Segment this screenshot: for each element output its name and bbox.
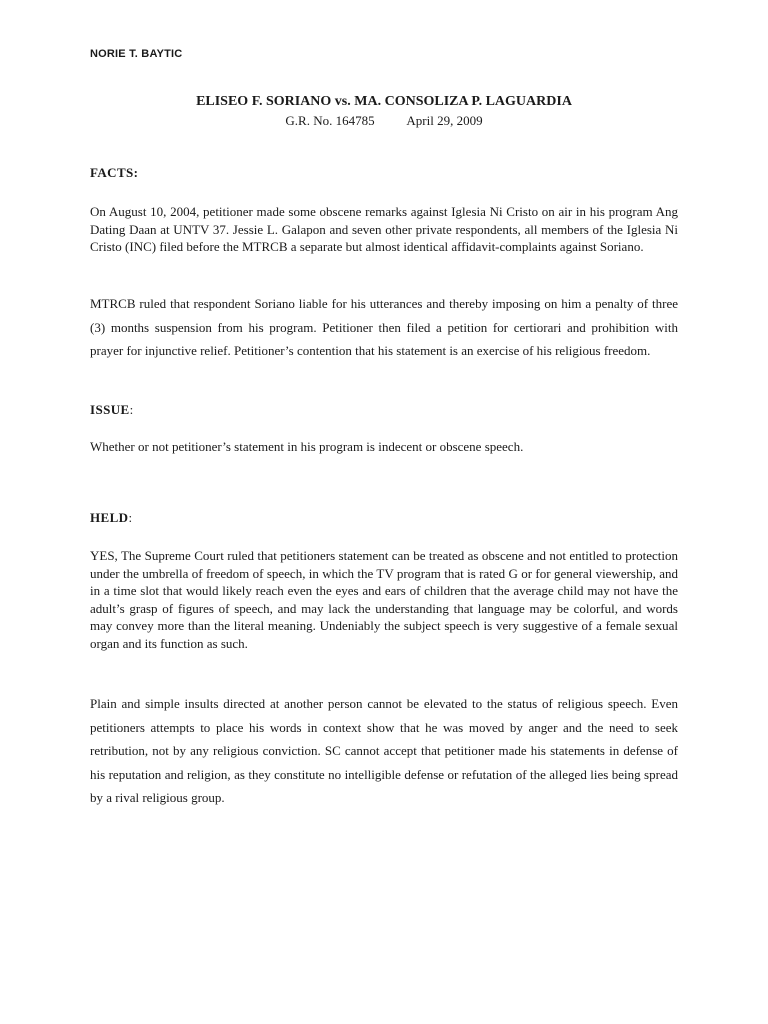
case-title: ELISEO F. SORIANO vs. MA. CONSOLIZA P. LAGUARDIA xyxy=(196,94,572,109)
issue-heading-label: ISSUE xyxy=(90,402,130,417)
held-heading xyxy=(90,510,132,526)
facts-heading: FACTS: xyxy=(90,165,139,180)
issue-heading xyxy=(90,402,134,418)
held-heading-colon: : xyxy=(128,510,133,525)
issue-heading-colon: : xyxy=(129,402,134,417)
held-paragraph-2: Plain and simple insults directed at another person cannot be elevated to the status of religious speech. Even petitioners attempts to place his words in context show that he was moved by anger and the need to seek retribution, not by any religious conviction. SC cannot accept that petitioner made his statements in defense of his reputation and religion, as they constitute no intelligible defense or refutation of the alleged lies being spread by a rival religious group. xyxy=(90,696,678,805)
case-reference: G.R. No. 164785 April 29, 2009 xyxy=(285,113,483,128)
facts-paragraph-1: On August 10, 2004, petitioner made some obscene remarks against Iglesia Ni Cristo on air in his program Ang Dating Daan at UNTV 37. Jessie L. Galapon and seven other private respondents, all members of the Iglesia Ni Cristo (INC) filed before the MTRCB a separate but almost identical affidavit-complaints against Soriano. xyxy=(90,204,678,254)
issue-paragraph: Whether or not petitioner’s statement in his program is indecent or obscene speech. xyxy=(90,439,524,454)
facts-paragraph-2: MTRCB ruled that respondent Soriano liable for his utterances and thereby imposing on him a penalty of three (3) months suspension from his program. Petitioner then filed a petition for certiorari and prohibition with prayer for injunctive relief. Petitioner’s contention that his statement is an exercise of his religious freedom. xyxy=(90,296,678,358)
author-name: NORIE T. BAYTIC xyxy=(90,48,183,60)
held-paragraph-1: YES, The Supreme Court ruled that petitioners statement can be treated as obscene and not entitled to protection under the umbrella of freedom of speech, in which the TV program that is rated G or for general viewership, and in a time slot that would likely reach even the eyes and ears of children that the average child may not have the adult’s grasp of figures of speech, and may lack the understanding that language may be colorful, and words may convey more than the literal meaning. Undeniably the subject speech is very suggestive of a female sexual organ and its function as such. xyxy=(90,548,678,651)
held-heading-label: HELD xyxy=(90,510,129,525)
